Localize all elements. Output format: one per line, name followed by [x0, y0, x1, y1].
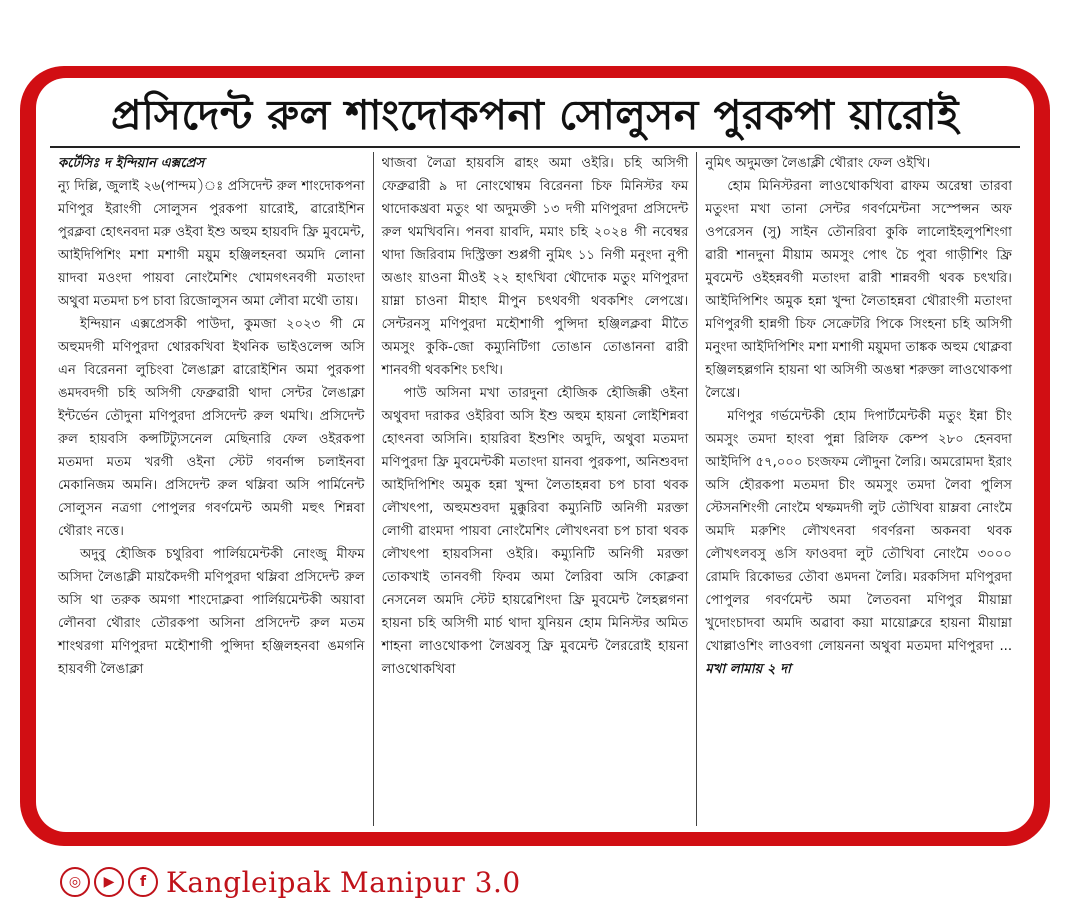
social-brand-footer — [60, 860, 521, 904]
article-body — [50, 152, 1020, 826]
article-paragraph: থাজবা লৈত্রা হায়বসি ৱাহং অমা ওইরি। চহি অসিগী ফেব্রুৱারী ৯ দা নোংথোম্বম বিরেননা চিফ মিনিস্টর ফম থাদোকখ্রবা মতুং থা অদুমক্তী ১৩ দগী মণিপুরদা প্রসিদেন্ট রুল থমখিবনি। পনবা য়াবদি, মমাং চহি ২০২৪ গী নবেম্বর থাদা জিরিবাম দিস্ট্রিক্তা শুপ্পগী নুমিৎ ১১ নিগী মনুংদা নুপী অঙাং য়াওনা মীওই ২২ হাৎখিবা থৌদোক মতুং মণিপুরদা য়াম্না চাওনা মীহাৎ মীপুন চৎথবগী থবকশিং লেপখ্রে। সেন্টরনসু মণিপুরদা মহৌশাগী পুন্সিদা হঞ্জিলক্লবা মীতৈ অমসুং কুকি-জো কম্যুনিটিগা তোঙান তোঙাননা ৱারী শানবগী থবকশিং চৎখি। — [381, 156, 689, 378]
article-paragraph: পাউ অসিনা মখা তারদুনা হৌজিক হৌজিক্কী ওইনা অথুবদা দরাকর ওইরিবা অসি ইশু অহুম হায়না লোইশিন্নবা হোৎনবা অসিনি। হায়রিবা ইশুশিং অদুদি, অথুবা মতমদা মণিপুরদা ফ্রি মুবমেন্টকী মতাংদা য়ানবা পুরকপা, অনিশুবদা আইদিপিশিং অমুক হন্না খুন্দা লৈতাহন্নবা চপ চাবা থবক লৌখৎপা, অহুমশুবদা মুক্কুরিবা কম্যুনিটি অনিগী মরক্তা লোগী ৱাংমদা পায়বা নোংমৈশিং লৌখৎনবা চপ চাবা থবক লৌখৎপা হায়বসিনা ওইরি। কম্যুনিটি অনিগী মরক্তা তোকখাই তানবগী ফিবম অমা লৈরিবা অসি কোক্লবা নেসনেল অমদি স্টেট হায়ৱেশিংদা ফ্রি মুবমেন্ট লৈহল্লগনা হায়না চহি অসিগী মার্চ থাদা যুনিয়ন হোম মিনিস্টর অমিত শাহনা লাওথোকপা লৈখ্রবসু ফ্রি মুবমেন্ট লৈররোই হায়না লাওথোকখিবা — [381, 386, 689, 677]
article-paragraph — [705, 405, 1012, 681]
article-frame — [20, 66, 1050, 846]
article-paragraph: ইন্দিয়ান এক্সপ্রেসকী পাউদা, কুমজা ২০২৩ গী মে অহুমদগী মণিপুরদা থোরকখিবা ইথনিক ভাইওলেন্স অসি এন বিরেননা লুচিংবা লৈঙাক্লা ৱারোইশিন অমা পুরকপা ঙমদবদগী চহি অসিগী ফেব্রুৱারী থাদা সেন্টর লৈঙাক্লা ইন্টর্ভেন তৌদুনা মণিপুরদা প্রসিদেন্ট রুল থমখি। প্রসিদেন্ট রুল হায়বসি কন্সটিট্যুসনেল মেছিনারি ফেল ওইরকপা মতমদা মতম খরগী ওইনা স্টেট গবর্নান্স চলাইনবা মেকানিজম অমনি। প্রসিদেন্ট রুল থম্লিবা অসি পার্মিনেন্ট সোলুসন নত্রগা পোপুলর গবর্ণমেন্ট অমগী মহুৎ শিন্নবা থৌরাং নত্তে। — [58, 317, 365, 539]
article-paragraph: নুমিৎ অদুমক্তা লৈঙাক্লী থৌরাং ফেল ওইখি। — [705, 156, 931, 171]
article-paragraph: অদুবু হৌজিক চথুরিবা পার্লিয়মেন্টকী নোংজু মীফম অসিদা লৈঙাক্লী মায়কৈদগী মণিপুরদা থম্লিবা প্রসিদেন্ট রুল অসি থা তরুক অমগা শাংদোক্লবা পার্লিয়মেন্টকী অয়াবা লৌনবা থৌরাং তৌরকপা অসিনা প্রসিদেন্ট রুল মতম শাংথরগা মণিপুরদা মহৌশাগী পুন্সিদা হঞ্জিলহনবা ঙমগনি হায়বগী লৈঙাক্লা — [58, 547, 365, 677]
continuation-note: মখা লামায় ২ দা — [705, 662, 791, 677]
article-headline: প্রসিদেন্ট রুল শাংদোকপনা সোলুসন পুরকপা য়ারোই — [111, 91, 959, 139]
article-column-3 — [696, 152, 1020, 826]
brand-name: Kangleipak Manipur 3.0 — [166, 865, 521, 899]
article-column-1 — [50, 152, 373, 826]
instagram-icon[interactable]: ◎ — [60, 867, 90, 897]
article-paragraph: হোম মিনিস্টরনা লাওথোকখিবা ৱাফম অরেম্বা তারবা মতুংদা মখা তানা সেন্টর গবর্ণমেন্টনা সস্পেন্সন অফ ওপরেসন (সু) সাইন তৌনরিবা কুকি লালোইহলুপশিংগা ৱারী শানদুনা মীয়াম অমসুং পোৎ চৈ পুবা গাড়ীশিং ফ্রি মুবমেন্ট ওইহন্নবগী মতাংদা ৱারী শান্নবগী থবক চৎখরি। আইদিপিশিং অমুক হন্না খুন্দা লৈতাহন্নবা থৌরাংগী মতাংদা মণিপুরগী হান্নগী চিফ সেক্রেটরি পিকে সিংহনা চহি অসিগী মনুংদা আইদিপিশিং মশা মশাগী ময়ুমদা তাঙ্কক অহুম থোক্লবা হঞ্জিলহল্লগনি হায়না থা অসিগী অঙম্বা শরুক্তা লাওথোকপা লৈখ্রে। — [705, 179, 1013, 401]
article-paragraph: ন্যু দিল্লি, জুলাই ২৬(পান্দম)ঃ প্রসিদেন্ট রুল শাংদোকপনা মণিপুর ইরাংগী সোলুসন পুরকপা য়ারোই, ৱারোইশিন পুরক্লবা হোৎনবদা মরু ওইবা ইশু অহুম হায়বদি ফ্রি মুবমেন্ট, আইদিপিশিং মশা মশাগী ময়ুম হঞ্জিলহনবা অমদি লোনা য়াদবা মওংদা পায়বা নোংমৈশিং খোমগৎনবগী মতাংদা অথুবা মতমদা চপ চাবা রিজোলুসন অমা লৌবা মথৌ তায়। — [58, 179, 365, 309]
article-credit: কর্টেসিঃ দ ইন্দিয়ান এক্সপ্রেস — [58, 156, 205, 171]
article-paragraph-text: মণিপুর গর্ভমেন্টকী হোম দিপার্টমেন্টকী মতুং ইন্না চীং অমসুং তমদা হাংবা পুন্না রিলিফ কেম্প ২৮০ হেনবদা আইদিপি ৫৭,০০০ চংজফম লৌদুনা লৈরি। অমরোমদা ইরাং অসি হৌরকপা মতমদা চীং অমসুং তমদা লৈবা পুলিস স্টেসনশিংগী নোংমৈ থম্ফমদগী লুট তৌখিবা য়াম্লবা নোংমৈ অমদি মরুশিং লৌখৎনবা গবর্ণরনা অকনবা থবক লৌখৎলবসু ঙসি ফাওবদা লুট তৌখিবা নোংমৈ ৩০০০ রোমদি রিকোভর তৌবা ঙমদনা লৈরি। মরকসিদা মণিপুরদা পোপুলর গবর্ণমেন্ট অমা লৈতবনা মণিপুর মীয়াম্না খুদোংচাদবা অমদি অৱাবা কয়া মায়োক্লরে হায়না মীয়াম্না খোল্লাওশিং লাওবগা লোয়ননা অথুবা মতমদা মণিপুরদা ... — [705, 409, 1013, 654]
newspaper-clipping — [36, 78, 1034, 832]
article-column-2 — [373, 152, 697, 826]
headline-divider — [50, 146, 1020, 148]
facebook-icon[interactable]: f — [128, 867, 158, 897]
youtube-icon[interactable]: ▶ — [94, 867, 124, 897]
